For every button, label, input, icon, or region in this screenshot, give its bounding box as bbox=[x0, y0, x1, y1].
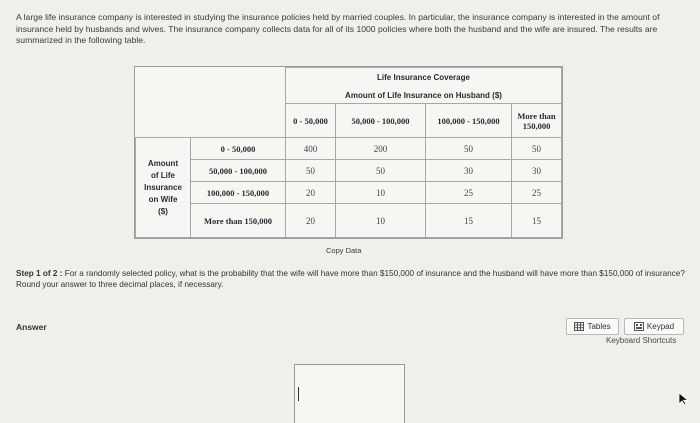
tables-button-label: Tables bbox=[587, 322, 611, 331]
row-label: More than 150,000 bbox=[191, 204, 286, 238]
table-cell: 50 bbox=[336, 160, 426, 182]
wife-side-label: Amount of Life Insurance on Wife ($) bbox=[136, 138, 191, 238]
keypad-button-label: Keypad bbox=[646, 322, 675, 331]
tables-button[interactable] bbox=[566, 318, 619, 335]
copy-data-link[interactable]: Copy Data bbox=[326, 246, 362, 255]
row-label: 50,000 - 100,000 bbox=[191, 160, 286, 182]
col-header: 50,000 - 100,000 bbox=[336, 104, 426, 138]
table-cell: 30 bbox=[426, 160, 512, 182]
keypad-button[interactable] bbox=[624, 318, 684, 335]
table-cell: 50 bbox=[286, 160, 336, 182]
table-cell: 25 bbox=[426, 182, 512, 204]
table-cell: 50 bbox=[426, 138, 512, 160]
table-cell: 15 bbox=[426, 204, 512, 238]
problem-intro: A large life insurance company is interested in studying the insurance policies held by married couples. In particular, the insurance company is interested in the amount of insurance held by husbands and wives. The insurance company collects data for all of its 1000 policies where both the husband and the wife are insured. The results are summarized in the following table. bbox=[16, 12, 660, 46]
answer-label: Answer bbox=[16, 322, 47, 332]
col-header: 0 - 50,000 bbox=[286, 104, 336, 138]
table-cell: 20 bbox=[286, 204, 336, 238]
table-cell: 50 bbox=[512, 138, 562, 160]
table-cell: 30 bbox=[512, 160, 562, 182]
col-header: More than 150,000 bbox=[512, 104, 562, 138]
table-cell: 20 bbox=[286, 182, 336, 204]
table-cell: 25 bbox=[512, 182, 562, 204]
step-text: For a randomly selected policy, what is the probability that the wife will have more than $150,000 of insurance and the husband will have more than $150,000 of insurance? Round your answer to three decimal places, if necessary. bbox=[16, 269, 685, 289]
step-prefix: Step 1 of 2 : bbox=[16, 269, 63, 278]
husband-header: Amount of Life Insurance on Husband ($) bbox=[286, 88, 562, 104]
table-cell: 10 bbox=[336, 204, 426, 238]
text-caret bbox=[298, 387, 299, 401]
step-question bbox=[16, 268, 688, 290]
mouse-cursor-icon bbox=[678, 392, 690, 406]
table-cell: 10 bbox=[336, 182, 426, 204]
table-cell: 400 bbox=[286, 138, 336, 160]
table-title: Life Insurance Coverage bbox=[286, 68, 562, 88]
row-label: 0 - 50,000 bbox=[191, 138, 286, 160]
table-icon bbox=[574, 322, 584, 331]
answer-input[interactable] bbox=[294, 364, 405, 423]
row-label: 100,000 - 150,000 bbox=[191, 182, 286, 204]
insurance-table bbox=[134, 66, 563, 239]
table-cell: 15 bbox=[512, 204, 562, 238]
table-cell: 200 bbox=[336, 138, 426, 160]
keypad-icon bbox=[634, 322, 644, 331]
keyboard-shortcuts-link[interactable]: Keyboard Shortcuts bbox=[606, 336, 677, 345]
col-header: 100,000 - 150,000 bbox=[426, 104, 512, 138]
